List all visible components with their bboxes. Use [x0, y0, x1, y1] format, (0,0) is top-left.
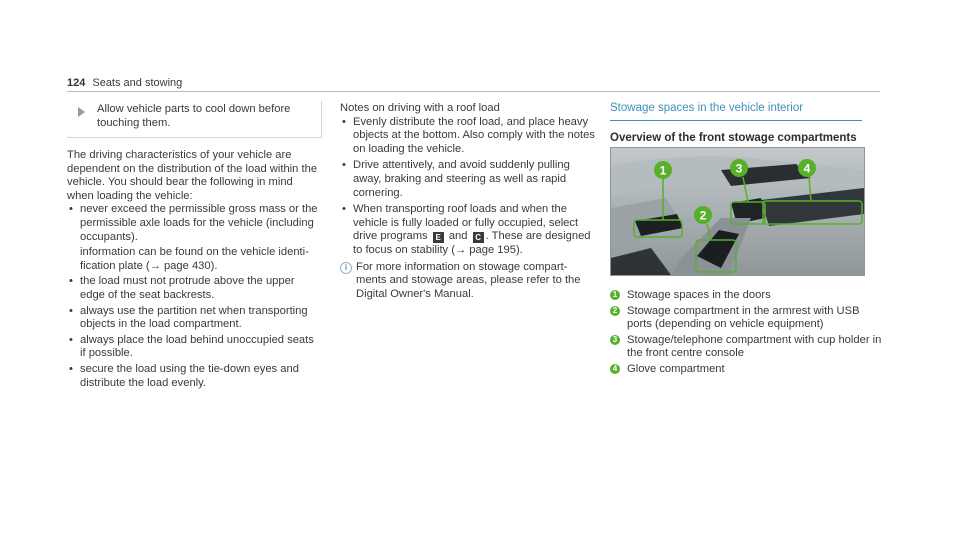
- page-header: [67, 77, 182, 91]
- legend-item: 4 Glove compartment: [610, 363, 882, 377]
- drive-program-c-icon: C: [473, 232, 484, 243]
- legend-number-badge: 1: [610, 290, 620, 300]
- list-item: • always use the partition net when transporting objects in the load compartment.: [67, 305, 322, 332]
- drive-program-e-icon: E: [433, 232, 444, 243]
- legend-item: 3 Stowage/telephone compartment with cup holder in the front centre console: [610, 334, 882, 361]
- list-item: • always place the load behind unoccupied seats if possible.: [67, 334, 322, 361]
- legend-item: 1 Stowage spaces in the doors: [610, 289, 882, 303]
- list-item: • secure the load using the tie-down eyes and distribute the load evenly.: [67, 363, 322, 390]
- page-ref-arrow-icon: →: [454, 243, 467, 256]
- callout-3-label: 3: [735, 161, 743, 176]
- info-note: [340, 261, 595, 302]
- list-item: • Drive attentively, and avoid suddenly pulling away, braking and steering as well as rapid cornering.: [340, 159, 595, 200]
- load-bullets: [67, 203, 322, 390]
- note-box: [67, 101, 322, 138]
- header-rule: [67, 91, 880, 92]
- load-intro: The driving characteristics of your vehicle are dependent on the distribution of the load within the vehicle. You should bear the following in mind when loading the vehicle:: [67, 149, 318, 202]
- column-1: [67, 149, 322, 392]
- list-item: • the load must not protrude above the upper edge of the seat backrests.: [67, 275, 322, 302]
- section-title: Stowage spaces in the vehicle interior: [610, 102, 862, 121]
- interior-photo: [610, 147, 865, 276]
- subsection-title: Overview of the front stowage compartments: [610, 131, 857, 144]
- column-3: [610, 102, 882, 145]
- roof-load-heading: Notes on driving with a roof load: [340, 102, 500, 114]
- page-ref-arrow-icon: →: [149, 259, 161, 272]
- note-arrow-icon: [78, 107, 85, 117]
- legend: [610, 289, 882, 379]
- list-item: • When transporting roof loads and when the vehicle is fully loaded or fully occupied, select drive programs E and C . These are designed to focus on stability (→ page 195).: [340, 203, 595, 257]
- legend-item: 2 Stowage compartment in the armrest with USB ports (depending on vehicle equipment): [610, 305, 882, 332]
- legend-number-badge: 3: [610, 335, 620, 345]
- page-number: 124: [67, 77, 86, 89]
- note-text: Allow vehicle parts to cool down before touching them.: [97, 103, 291, 129]
- callout-4-label: 4: [803, 161, 811, 176]
- column-2: [340, 102, 595, 301]
- list-item: • Evenly distribute the roof load, and place heavy objects at the bottom. Also comply with the notes on loading the vehicle.: [340, 116, 595, 157]
- interior-illustration: [611, 148, 864, 275]
- legend-number-badge: 4: [610, 364, 620, 374]
- list-item: • never exceed the permissible gross mass or the permissible axle loads for the vehicle (including occupants). information can be found on the vehicle identi-fication plate (→ page 430).: [67, 203, 322, 273]
- section-name: Seats and stowing: [92, 77, 183, 89]
- legend-number-badge: 2: [610, 306, 620, 316]
- callout-1-label: 1: [659, 163, 667, 178]
- callout-2-label: 2: [699, 208, 707, 223]
- info-icon: i: [340, 262, 352, 274]
- id-plate-note: information can be found on the vehicle identi-fication plate (→ page 430).: [80, 246, 309, 272]
- info-text: For more information on stowage compart-ments and stowage areas, please refer to the Digital Owner's Manual.: [356, 260, 581, 300]
- roof-load-bullets: [340, 116, 595, 258]
